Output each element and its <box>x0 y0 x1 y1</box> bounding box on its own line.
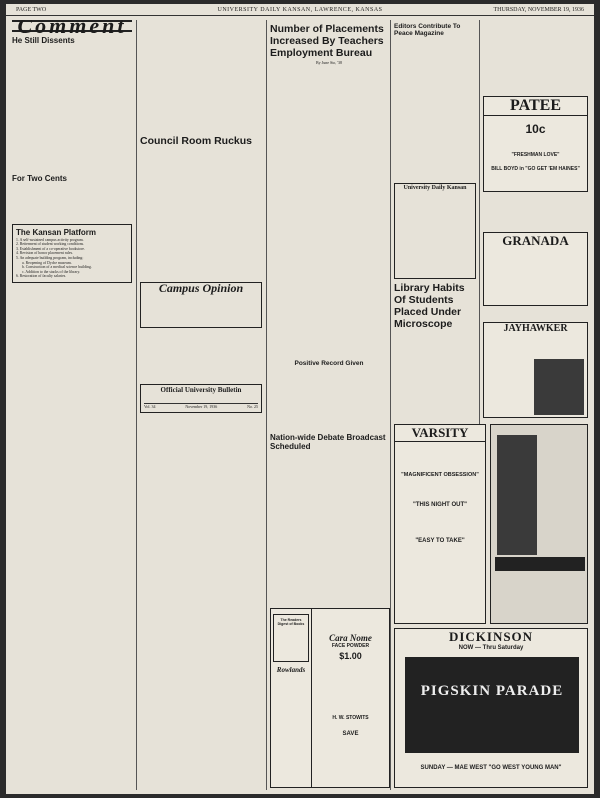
patee-title: PATEE <box>484 97 587 116</box>
readers-digest-box <box>273 614 309 662</box>
varsity-feature-2: "THIS NIGHT OUT" <box>412 502 468 508</box>
editorial-body-2 <box>140 149 262 279</box>
directory-title: University Daily Kansan <box>403 184 467 191</box>
platform-item: 1. A self-sustained campus activity program. <box>16 237 84 242</box>
jayhawker-title: JAYHAWKER <box>503 323 568 334</box>
masthead-date: THURSDAY, NOVEMBER 19, 1936 <box>493 7 584 13</box>
movie-photo <box>497 435 537 555</box>
pigskin-parade-title: PIGSKIN PARADE <box>420 683 564 699</box>
jayhawker-ad <box>483 322 588 418</box>
editorial-headline-3: For Two Cents <box>12 174 67 184</box>
bulletin-volume: Vol. 34 <box>144 403 156 409</box>
comment-banner: Comment <box>12 20 132 32</box>
varsity-feature-3: "EASY TO TAKE" <box>415 538 465 544</box>
varsity-ad <box>394 424 486 624</box>
dickinson-ad <box>394 628 588 788</box>
staff-directory-box <box>394 183 476 279</box>
news-byline: By June Sto, '38 <box>315 60 343 66</box>
letter-body <box>140 331 262 381</box>
platform-title: The Kansan Platform <box>16 228 97 238</box>
granada-ad <box>483 232 588 306</box>
editorial-headline-2: Council Room Ruckus <box>140 135 253 147</box>
stowits-store: H. W. STOWITS <box>332 715 369 721</box>
bulletin-title: Official University Bulletin <box>160 386 242 395</box>
editorial-continued <box>140 20 262 132</box>
masthead <box>6 4 594 16</box>
patee-feature: "FRESHMAN LOVE" <box>511 152 560 158</box>
comment-column <box>12 20 132 790</box>
campus-opinion-title: Campus Opinion <box>158 281 244 296</box>
dickinson-dates: NOW — Thru Saturday <box>458 645 524 651</box>
bulletin-number: No. 25 <box>247 403 258 409</box>
news-headline-1: Number of Placements Increased By Teachers Employment Bureau <box>270 23 384 60</box>
feature-headline-1: Editors Contribute To Peace Magazine <box>394 23 461 38</box>
editorial-headline-1: He Still Dissents <box>12 36 75 46</box>
patee-price: 10c <box>525 122 546 136</box>
opinion-column <box>140 20 262 790</box>
cara-nome-price: $1.00 <box>339 651 362 661</box>
editorial-body-3 <box>12 186 132 222</box>
patee-ad <box>483 96 588 192</box>
platform-item: b. Construction of a medical science building. <box>22 265 92 270</box>
cara-nome-title: Cara Nome <box>329 633 372 643</box>
rowlands-logo: Rowlands <box>276 666 306 674</box>
column-rule <box>266 20 267 790</box>
news-body-2 <box>270 453 388 513</box>
masthead-title: UNIVERSITY DAILY KANSAN, LAWRENCE, KANSAS <box>217 7 383 13</box>
readers-digest-title: The Readers Digest of Books <box>277 618 305 627</box>
bulletin-body <box>140 416 262 716</box>
news-subhead-1: Positive Record Given <box>294 360 364 368</box>
dickinson-title: DICKINSON <box>448 629 534 644</box>
pigskin-parade-art <box>405 657 579 753</box>
column-rule <box>390 20 391 790</box>
platform-item: 2. Betterment of student working conditions. <box>16 242 85 247</box>
sunday-feature: SUNDAY — MAE WEST "GO WEST YOUNG MAN" <box>420 765 562 771</box>
news-body-1 <box>270 67 388 357</box>
platform-item: 3. Establishment of a co-operative bookstore. <box>16 246 85 251</box>
cara-nome-ad <box>270 608 390 788</box>
varsity-feature: "MAGNIFICENT OBSESSION" <box>401 472 479 478</box>
cara-nome-product: FACE POWDER <box>331 643 370 649</box>
feature-headline-2: Library Habits Of Students Placed Under Microscope <box>394 282 465 331</box>
editorial-body-1 <box>12 47 132 171</box>
campus-opinion-box <box>140 282 262 328</box>
save-label: SAVE <box>342 731 359 737</box>
varsity-title: VARSITY <box>395 425 485 442</box>
walking-ad <box>490 424 588 624</box>
page-number: PAGE TWO <box>16 7 47 13</box>
news-headline-2: Nation-wide Debate Broadcast Scheduled <box>270 432 386 452</box>
newspaper-page <box>6 4 594 794</box>
platform-item: c. Addition to the stacks of the library. <box>22 269 81 274</box>
official-bulletin-box <box>140 384 262 413</box>
platform-item: 5. An adequate building program, including: <box>16 256 84 261</box>
platform-item: 6. Restoration of faculty salaries. <box>16 274 67 279</box>
column-rule <box>136 20 137 790</box>
platform-item: a. Reopening of Dyche museum. <box>22 260 72 265</box>
column-rule <box>479 20 480 440</box>
kansan-platform-box <box>12 224 132 283</box>
bulletin-date: November 19, 1936 <box>185 403 218 409</box>
granada-title: GRANADA <box>502 233 569 248</box>
platform-item: 4. Revision of honor placement rules. <box>16 251 74 256</box>
patee-feature-2: BILL BOYD in "GO GET 'EM HAINES" <box>491 166 580 172</box>
movie-photo <box>534 359 584 415</box>
